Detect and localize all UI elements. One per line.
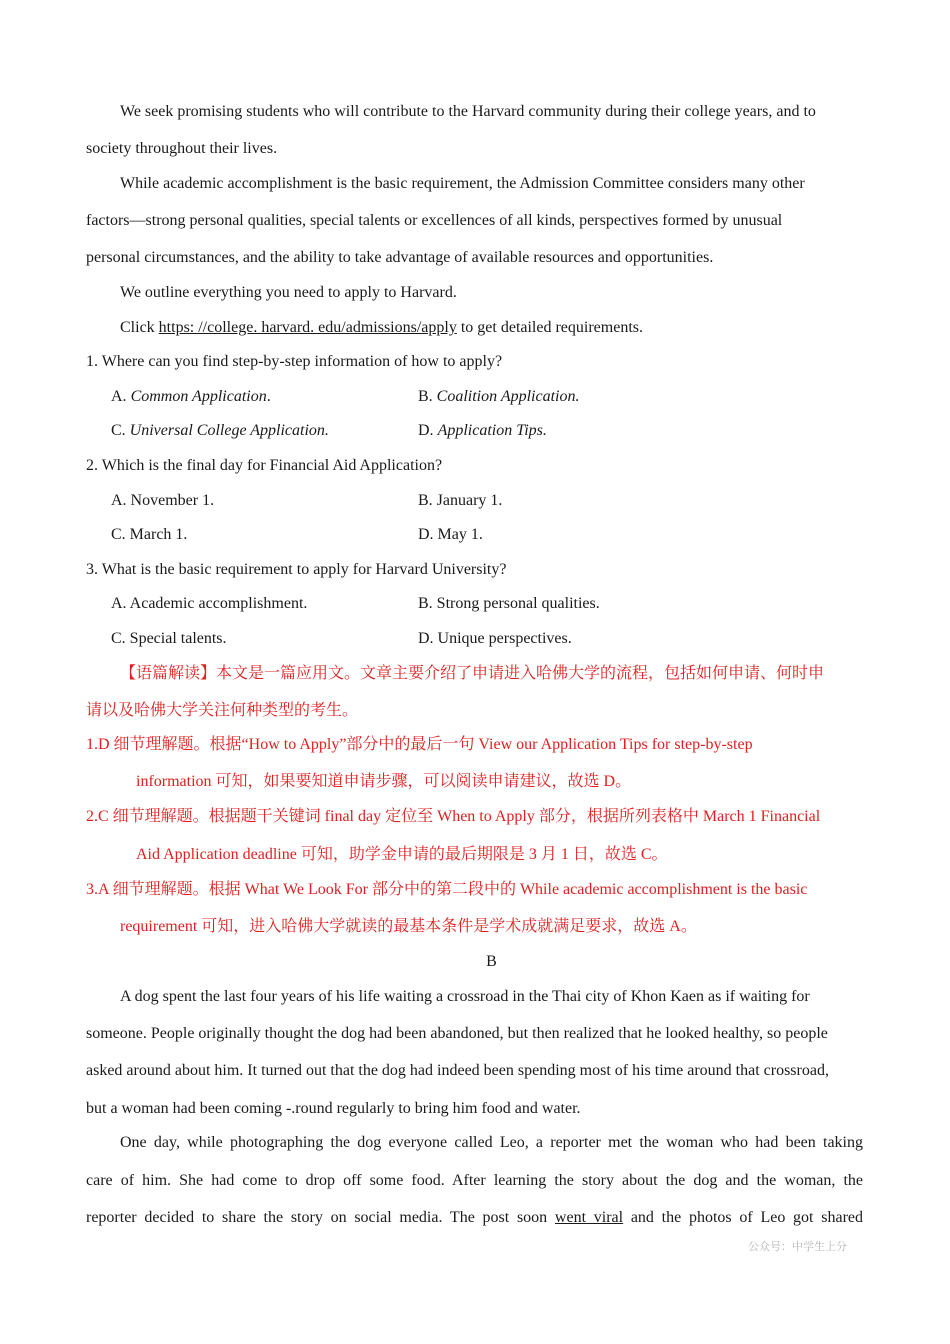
option-text: Coalition Application.: [436, 388, 580, 405]
click-suffix: to get detailed requirements.: [456, 319, 643, 336]
harvard-apply-link[interactable]: https: //college. harvard. edu/admissions/apply: [158, 319, 457, 336]
click-prefix: Click: [120, 319, 159, 336]
answer-1-line2: information 可知，如果要知道申请步骤，可以阅读申请建议，故选 D。: [136, 773, 632, 790]
watermark: 公众号：中学生上分: [748, 1240, 847, 1253]
question-3-stem: 3. What is the basic requirement to apply for Harvard University?: [86, 561, 507, 578]
option-text: Universal College Application.: [129, 422, 329, 439]
question-1-option-a: [111, 387, 271, 407]
question-2-option-a: A. November 1.: [111, 492, 215, 509]
question-1-option-c: [111, 421, 329, 441]
question-1-stem: 1. Where can you find step-by-step information of how to apply?: [86, 353, 503, 370]
option-label: C.: [111, 422, 130, 439]
question-3-option-d: D. Unique perspectives.: [418, 630, 572, 647]
section-b-p2-line1: One day, while photographing the dog everyone called Leo, a reporter met the woman who had been taking: [120, 1134, 863, 1151]
passage-a-p1-line1: We seek promising students who will contribute to the Harvard community during their college years, and to: [120, 103, 816, 120]
passage-a-p4: [120, 318, 643, 338]
option-text: Application Tips.: [437, 422, 547, 439]
answer-2-line1: 2.C 细节理解题。根据题干关键词 final day 定位至 When to Apply 部分，根据所列表格中 March 1 Financial: [86, 808, 821, 825]
option-label: D.: [418, 422, 438, 439]
option-label: A.: [111, 388, 131, 405]
option-text: Common Application: [130, 388, 267, 405]
analysis-intro-line2: 请以及哈佛大学关注何种类型的考生。: [86, 702, 359, 719]
answer-3-line1: 3.A 细节理解题。根据 What We Look For 部分中的第二段中的 While academic accomplishment is the basic: [86, 881, 808, 898]
section-b-p1-line2: someone. People originally thought the dog had been abandoned, but then realized that he looked healthy, so people: [86, 1025, 828, 1042]
section-b-p1-line1: A dog spent the last four years of his life waiting a crossroad in the Thai city of Khon Kaen as if waiting for: [120, 988, 810, 1005]
question-1-option-b: [418, 387, 580, 407]
answer-1-line1: 1.D 细节理解题。根据“How to Apply”部分中的最后一句 View our Application Tips for step-by-step: [86, 736, 753, 753]
passage-a-p2-line2: factors—strong personal qualities, special talents or excellences of all kinds, perspectives formed by unusual: [86, 212, 783, 229]
question-2-option-c: C. March 1.: [111, 526, 188, 543]
section-b-p1-line3: asked around about him. It turned out that the dog had indeed been spending most of his time around that crossroad,: [86, 1062, 829, 1079]
passage-a-p2-line3: personal circumstances, and the ability to take advantage of available resources and opportunities.: [86, 249, 714, 266]
question-3-option-a: A. Academic accomplishment.: [111, 595, 308, 612]
question-3-option-c: C. Special talents.: [111, 630, 227, 647]
section-b-p1-line4: but a woman had been coming -.round regularly to bring him food and water.: [86, 1100, 581, 1117]
question-2-option-b: B. January 1.: [418, 492, 503, 509]
question-3-option-b: B. Strong personal qualities.: [418, 595, 600, 612]
passage-a-p3: We outline everything you need to apply to Harvard.: [120, 284, 457, 301]
question-2-option-d: D. May 1.: [418, 526, 483, 543]
question-2-stem: 2. Which is the final day for Financial Aid Application?: [86, 457, 443, 474]
option-label: B.: [418, 388, 437, 405]
question-1-option-d: [418, 421, 547, 441]
passage-a-p2-line1: While academic accomplishment is the basic requirement, the Admission Committee considers many other: [120, 175, 805, 192]
answer-3-line2: requirement 可知，进入哈佛大学就读的最基本条件是学术成就满足要求，故选 A。: [120, 918, 697, 935]
underlined-phrase: went viral: [554, 1209, 624, 1226]
section-b-p2-line2: care of him. She had come to drop off some food. After learning the story about the dog and the woman, the: [86, 1172, 863, 1189]
line-suffix: and the photos of Leo got shared: [623, 1209, 864, 1226]
line-prefix: reporter decided to share the story on social media. The post soon: [86, 1209, 555, 1226]
section-b-heading: B: [486, 953, 497, 970]
passage-a-p1-line2: society throughout their lives.: [86, 140, 278, 157]
analysis-intro-line1: 【语篇解读】本文是一篇应用文。文章主要介绍了申请进入哈佛大学的流程，包括如何申请、何时申: [120, 665, 825, 682]
answer-2-line2: Aid Application deadline 可知，助学金申请的最后期限是 3 月 1 日，故选 C。: [136, 846, 668, 863]
option-tail: .: [266, 388, 271, 405]
section-b-p2-line3: [86, 1208, 863, 1228]
